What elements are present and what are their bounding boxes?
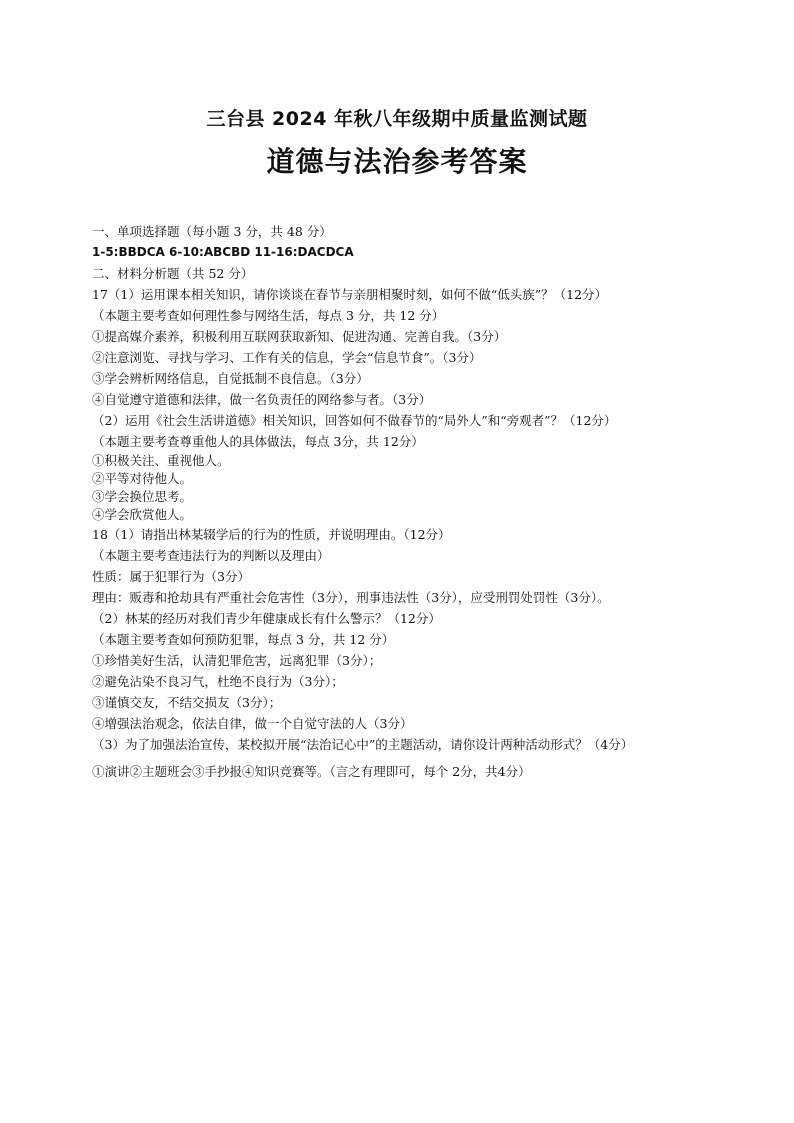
exam-title: 三台县 2024 年秋八年级期中质量监测试题 xyxy=(206,108,588,130)
section-1-answers: 1-5:BBDCA 6-10:ABCBD 11-16:DACDCA xyxy=(92,245,354,259)
answer-item: ①积极关注、重视他人。 xyxy=(92,453,230,468)
answer-item: ②避免沾染不良习气，杜绝不良行为（3分）； xyxy=(92,674,344,689)
answer-item: ①演讲②主题班会③手抄报④知识竞赛等。（言之有理即可，每个 2分，共4分） xyxy=(92,764,531,779)
question-17-1: 17（1）运用课本相关知识，请你谈谈在春节与亲朋相聚时刻，如何不做“低头族”？（12分） xyxy=(92,287,608,302)
answer-item: ④学会欣赏他人。 xyxy=(92,507,193,522)
answer-item: ①提高媒介素养，积极利用互联网获取新知、促进沟通、完善自我。（3分） xyxy=(92,329,507,344)
answer-key-title: 道德与法治参考答案 xyxy=(266,145,528,178)
question-18-1-note: （本题主要考查违法行为的判断以及理由） xyxy=(92,548,330,563)
answer-item: 理由：贩毒和抢劫具有严重社会危害性（3分），刑事违法性（3分），应受刑罚处罚性（3分）。 xyxy=(92,590,610,605)
answer-item: ①珍惜美好生活，认清犯罪危害，远离犯罪（3分）； xyxy=(92,653,382,668)
answer-item: ④自觉遵守道德和法律，做一名负责任的网络参与者。（3分） xyxy=(92,392,432,407)
answer-content xyxy=(92,221,732,782)
answer-item: 性质：属于犯罪行为（3分） xyxy=(92,569,250,584)
answer-item: ③学会辨析网络信息，自觉抵制不良信息。（3分） xyxy=(92,371,369,386)
question-18-3: （3）为了加强法治宣传，某校拟开展“法治记心中”的主题活动，请你设计两种活动形式？（4分） xyxy=(92,737,634,752)
answer-item: ②注意浏览、寻找与学习、工作有关的信息，学会“信息节食”。（3分） xyxy=(92,350,482,365)
question-18-2-note: （本题主要考查如何预防犯罪，每点 3 分，共 12 分） xyxy=(92,632,395,647)
question-18-2: （2）林某的经历对我们青少年健康成长有什么警示？（12分） xyxy=(92,611,441,626)
question-17-1-note: （本题主要考查如何理性参与网络生活，每点 3 分，共 12 分） xyxy=(92,308,445,323)
answer-item: ④增强法治观念，依法自律，做一个自觉守法的人（3分） xyxy=(92,716,413,731)
question-17-2-note: （本题主要考查尊重他人的具体做法，每点 3分，共 12分） xyxy=(92,434,424,449)
question-17-2: （2）运用《社会生活讲道德》相关知识，回答如何不做春节的“局外人”和“旁观者”？（12分） xyxy=(92,413,617,428)
answer-item: ③学会换位思考。 xyxy=(92,489,193,504)
answer-item: ③谨慎交友，不结交损友（3分）； xyxy=(92,695,282,710)
section-1-heading: 一、单项选择题（每小题 3 分，共 48 分） xyxy=(92,224,332,239)
question-18-1: 18（1）请指出林某辍学后的行为的性质，并说明理由。（12分） xyxy=(92,527,451,542)
section-2-heading: 二、材料分析题（共 52 分） xyxy=(92,266,254,281)
answer-item: ②平等对待他人。 xyxy=(92,471,193,486)
